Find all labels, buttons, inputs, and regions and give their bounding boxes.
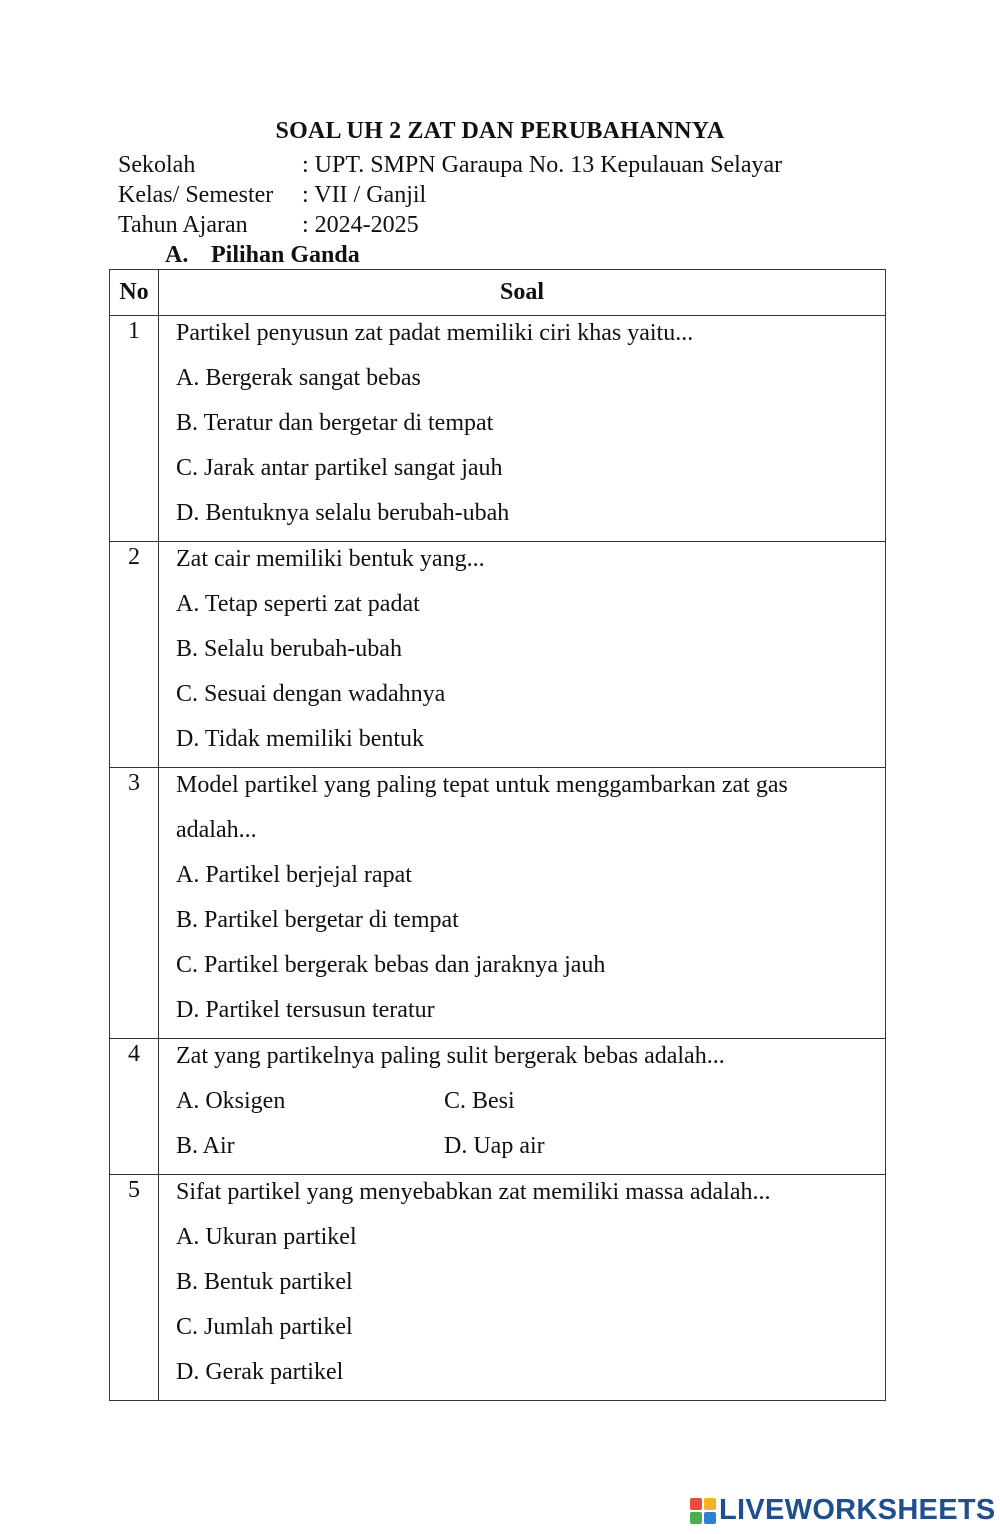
liveworksheets-logo[interactable] <box>690 1494 996 1527</box>
question-text-continued: adalah... <box>176 817 257 843</box>
document-title: SOAL UH 2 ZAT DAN PERUBAHANNYA <box>275 118 725 144</box>
header-soal: Soal <box>159 270 886 316</box>
liveworksheets-logo-icon <box>690 1498 716 1524</box>
meta-key: Tahun Ajaran <box>118 212 248 238</box>
section-label: Pilihan Ganda <box>211 242 360 268</box>
question-number: 2 <box>110 542 159 768</box>
question-number: 4 <box>110 1039 159 1175</box>
option-d: D. Gerak partikel <box>176 1359 344 1385</box>
option-c: C. Sesuai dengan wadahnya <box>176 681 446 707</box>
option-b: B. Partikel bergetar di tempat <box>176 907 459 933</box>
question-row <box>110 1175 886 1401</box>
options-grid <box>176 1084 867 1174</box>
question-content <box>159 316 886 542</box>
meta-row-school <box>118 150 782 180</box>
question-row <box>110 316 886 542</box>
question-number: 1 <box>110 316 159 542</box>
document-meta <box>118 150 782 240</box>
question-text: Zat yang partikelnya paling sulit bergerak bebas adalah... <box>176 1043 725 1069</box>
question-row <box>110 542 886 768</box>
section-letter: A. <box>165 242 189 268</box>
question-text: Partikel penyusun zat padat memiliki ciri khas yaitu... <box>176 320 694 346</box>
meta-row-year <box>118 210 782 240</box>
question-number: 3 <box>110 768 159 1039</box>
option-c: C. Jumlah partikel <box>176 1314 353 1340</box>
option-b: B. Bentuk partikel <box>176 1269 353 1295</box>
question-text: Model partikel yang paling tepat untuk menggambarkan zat gas <box>176 772 788 798</box>
question-row <box>110 768 886 1039</box>
meta-key: Kelas/ Semester <box>118 182 274 208</box>
meta-key: Sekolah <box>118 152 196 178</box>
option-b: B. Air <box>176 1133 235 1159</box>
option-c: C. Partikel bergerak bebas dan jaraknya jauh <box>176 952 606 978</box>
option-c: C. Jarak antar partikel sangat jauh <box>176 455 503 481</box>
table-header-row <box>110 270 886 316</box>
option-a: A. Partikel berjejal rapat <box>176 862 412 888</box>
logo-tile <box>704 1498 716 1510</box>
logo-tile <box>704 1512 716 1524</box>
question-content <box>159 1175 886 1401</box>
question-row <box>110 1039 886 1175</box>
meta-value: : 2024-2025 <box>302 212 419 238</box>
option-d: D. Partikel tersusun teratur <box>176 997 435 1023</box>
meta-value: : VII / Ganjil <box>302 182 427 208</box>
logo-tile <box>690 1512 702 1524</box>
question-text: Zat cair memiliki bentuk yang... <box>176 546 485 572</box>
meta-value: : UPT. SMPN Garaupa No. 13 Kepulauan Selayar <box>302 152 783 178</box>
option-d: D. Bentuknya selalu berubah-ubah <box>176 500 510 526</box>
section-heading <box>165 240 360 270</box>
option-b: B. Teratur dan bergetar di tempat <box>176 410 494 436</box>
option-d: D. Uap air <box>444 1133 545 1159</box>
questions-table <box>109 269 886 1401</box>
option-b: B. Selalu berubah-ubah <box>176 636 402 662</box>
header-no: No <box>110 270 159 316</box>
question-number: 5 <box>110 1175 159 1401</box>
logo-text: LIVEWORKSHEETS <box>719 1494 996 1526</box>
option-a: A. Bergerak sangat bebas <box>176 365 421 391</box>
question-text: Sifat partikel yang menyebabkan zat memiliki massa adalah... <box>176 1179 771 1205</box>
option-a: A. Oksigen <box>176 1088 286 1114</box>
option-c: C. Besi <box>444 1088 515 1114</box>
meta-row-class <box>118 180 782 210</box>
question-content <box>159 768 886 1039</box>
question-content <box>159 542 886 768</box>
logo-tile <box>690 1498 702 1510</box>
question-content <box>159 1039 886 1175</box>
option-a: A. Ukuran partikel <box>176 1224 357 1250</box>
option-d: D. Tidak memiliki bentuk <box>176 726 425 752</box>
option-a: A. Tetap seperti zat padat <box>176 591 420 617</box>
